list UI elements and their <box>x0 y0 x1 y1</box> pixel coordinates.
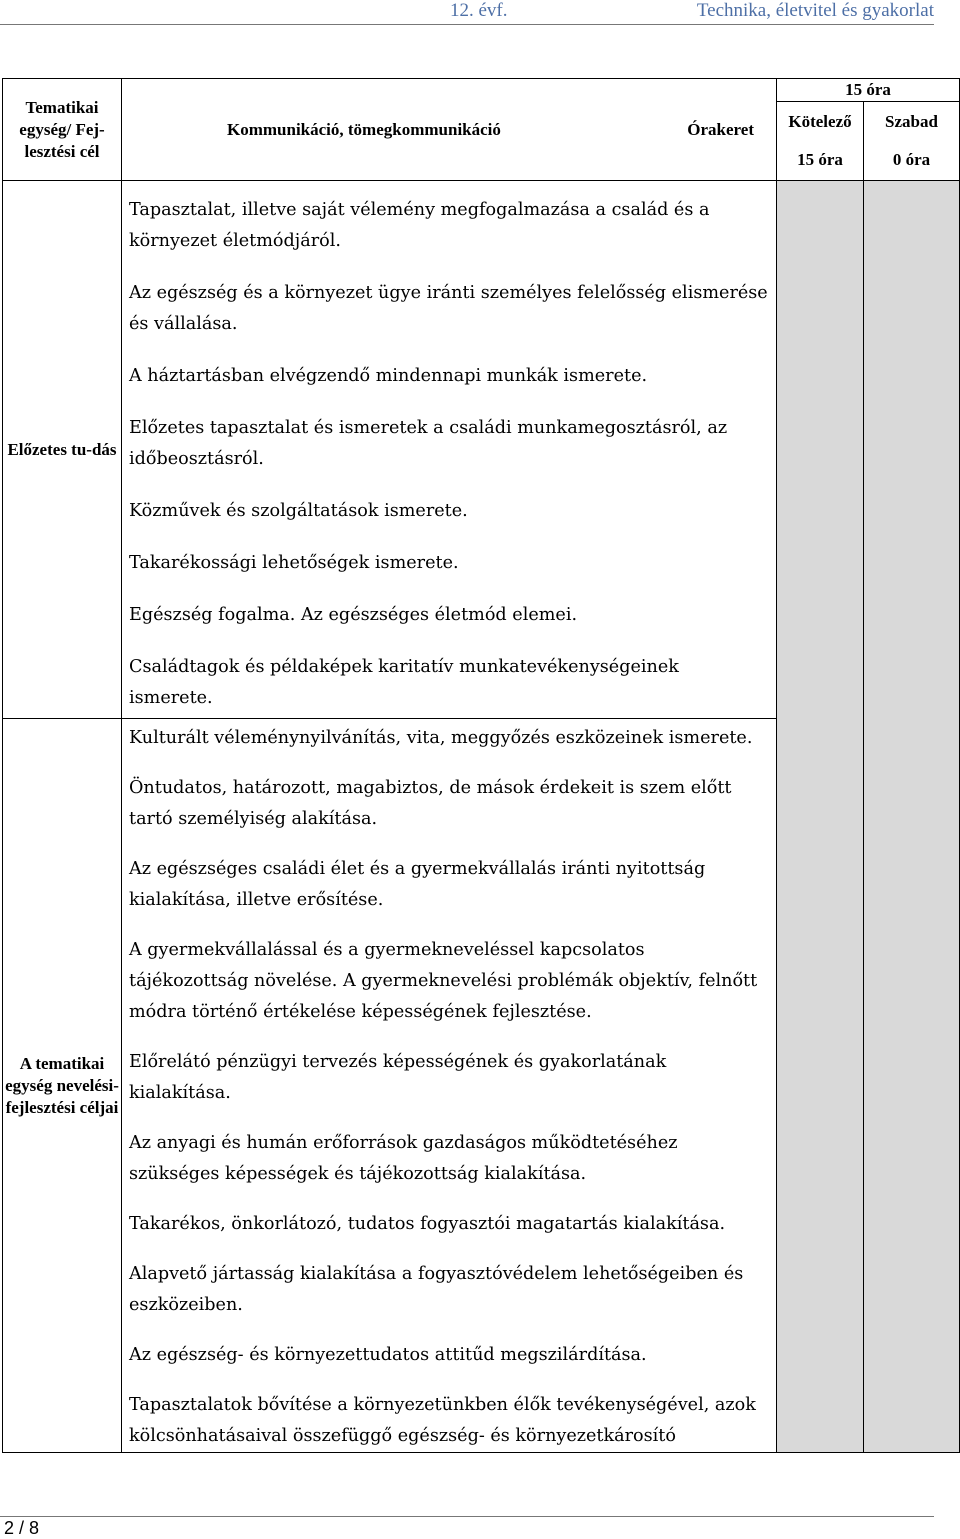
prior-knowledge-label-cell <box>3 181 122 719</box>
header-rule <box>0 24 934 25</box>
mandatory-cell <box>777 102 864 181</box>
unit-label: Tematikai egység/ Fej-lesztési cél <box>19 97 105 161</box>
goal-item: A gyermekvállalással és a gyermekneveléssel kapcsolatos tájékozottság növelése. A gyermeknevelési problémák objektív, felnőtt módra történő értékelése képességének fejlesztése. <box>129 940 758 1022</box>
prior-item: Közművek és szolgáltatások ismerete. <box>129 501 468 521</box>
page-number: 2 / 8 <box>4 1518 40 1538</box>
goal-item: Takarékos, önkorlátozó, tudatos fogyasztói magatartás kialakítása. <box>129 1214 726 1234</box>
page-header <box>0 0 934 22</box>
curriculum-table <box>2 78 960 1453</box>
total-hours-cell <box>777 79 960 102</box>
prior-item: Előzetes tapasztalat és ismeretek a családi munkamegosztásról, az időbeosztásról. <box>129 418 728 469</box>
unit-title: Kommunikáció, tömegkommunikáció <box>227 119 501 139</box>
prior-item: A háztartásban elvégzendő mindennapi munkák ismerete. <box>129 366 648 386</box>
goal-item: Kulturált véleménynyilvánítás, vita, meggyőzés eszközeinek ismerete. <box>129 728 753 748</box>
hours-label: Órakeret <box>687 119 754 139</box>
goal-item: Az anyagi és humán erőforrások gazdaságos működtetéséhez szükséges képességek és tájékozottság kialakítása. <box>129 1133 678 1184</box>
goals-content <box>122 719 777 1453</box>
mandatory-column-fill <box>777 181 864 1453</box>
goal-item: Előrelátó pénzügyi tervezés képességének és gyakorlatának kialakítása. <box>129 1052 667 1103</box>
prior-item: Takarékossági lehetőségek ismerete. <box>129 553 459 573</box>
goal-item: Öntudatos, határozott, magabiztos, de mások érdekeit is szem előtt tartó személyiség alakítása. <box>129 778 732 829</box>
unit-label-cell <box>3 79 122 181</box>
free-cell <box>864 102 960 181</box>
prior-item: Tapasztalat, illetve saját vélemény megfogalmazása a család és a környezet életmódjáról. <box>129 200 710 251</box>
unit-title-cell <box>122 79 777 181</box>
goals-label: A tematikai egység nevelési-fejlesztési céljai <box>5 1053 119 1117</box>
grade-label: 12. évf. <box>450 0 508 21</box>
mandatory-hours: 15 óra <box>797 150 843 169</box>
mandatory-label: Kötelező <box>788 112 852 131</box>
prior-item: Az egészség és a környezet ügye iránti személyes felelősség elismerése és vállalása. <box>129 283 768 334</box>
goal-item: Tapasztalatok bővítése a környezetünkben élők tevékenységével, azok kölcsönhatásaival összefüggő egészség- és környezetkárosító <box>129 1395 756 1446</box>
prior-knowledge-label: Előzetes tu-dás <box>7 439 117 459</box>
total-hours: 15 óra <box>845 80 891 99</box>
goal-item: Az egészséges családi élet és a gyermekvállalás iránti nyitottság kialakítása, illetve erősítése. <box>129 859 706 910</box>
subject-title: Technika, életvitel és gyakorlat <box>696 0 934 21</box>
prior-item: Családtagok és példaképek karitatív munkatevékenységeinek ismerete. <box>129 657 679 708</box>
goal-item: Alapvető jártasság kialakítása a fogyasztóvédelem lehetőségeiben és eszközeiben. <box>129 1264 744 1315</box>
free-label: Szabad <box>885 112 938 131</box>
prior-item: Egészség fogalma. Az egészséges életmód elemei. <box>129 605 578 625</box>
footer-rule <box>0 1516 934 1517</box>
goals-label-cell <box>3 719 122 1453</box>
free-column-fill <box>864 181 960 1453</box>
free-hours: 0 óra <box>892 150 931 169</box>
prior-knowledge-content <box>122 181 777 719</box>
goal-item: Az egészség- és környezettudatos attitűd megszilárdítása. <box>129 1345 647 1365</box>
